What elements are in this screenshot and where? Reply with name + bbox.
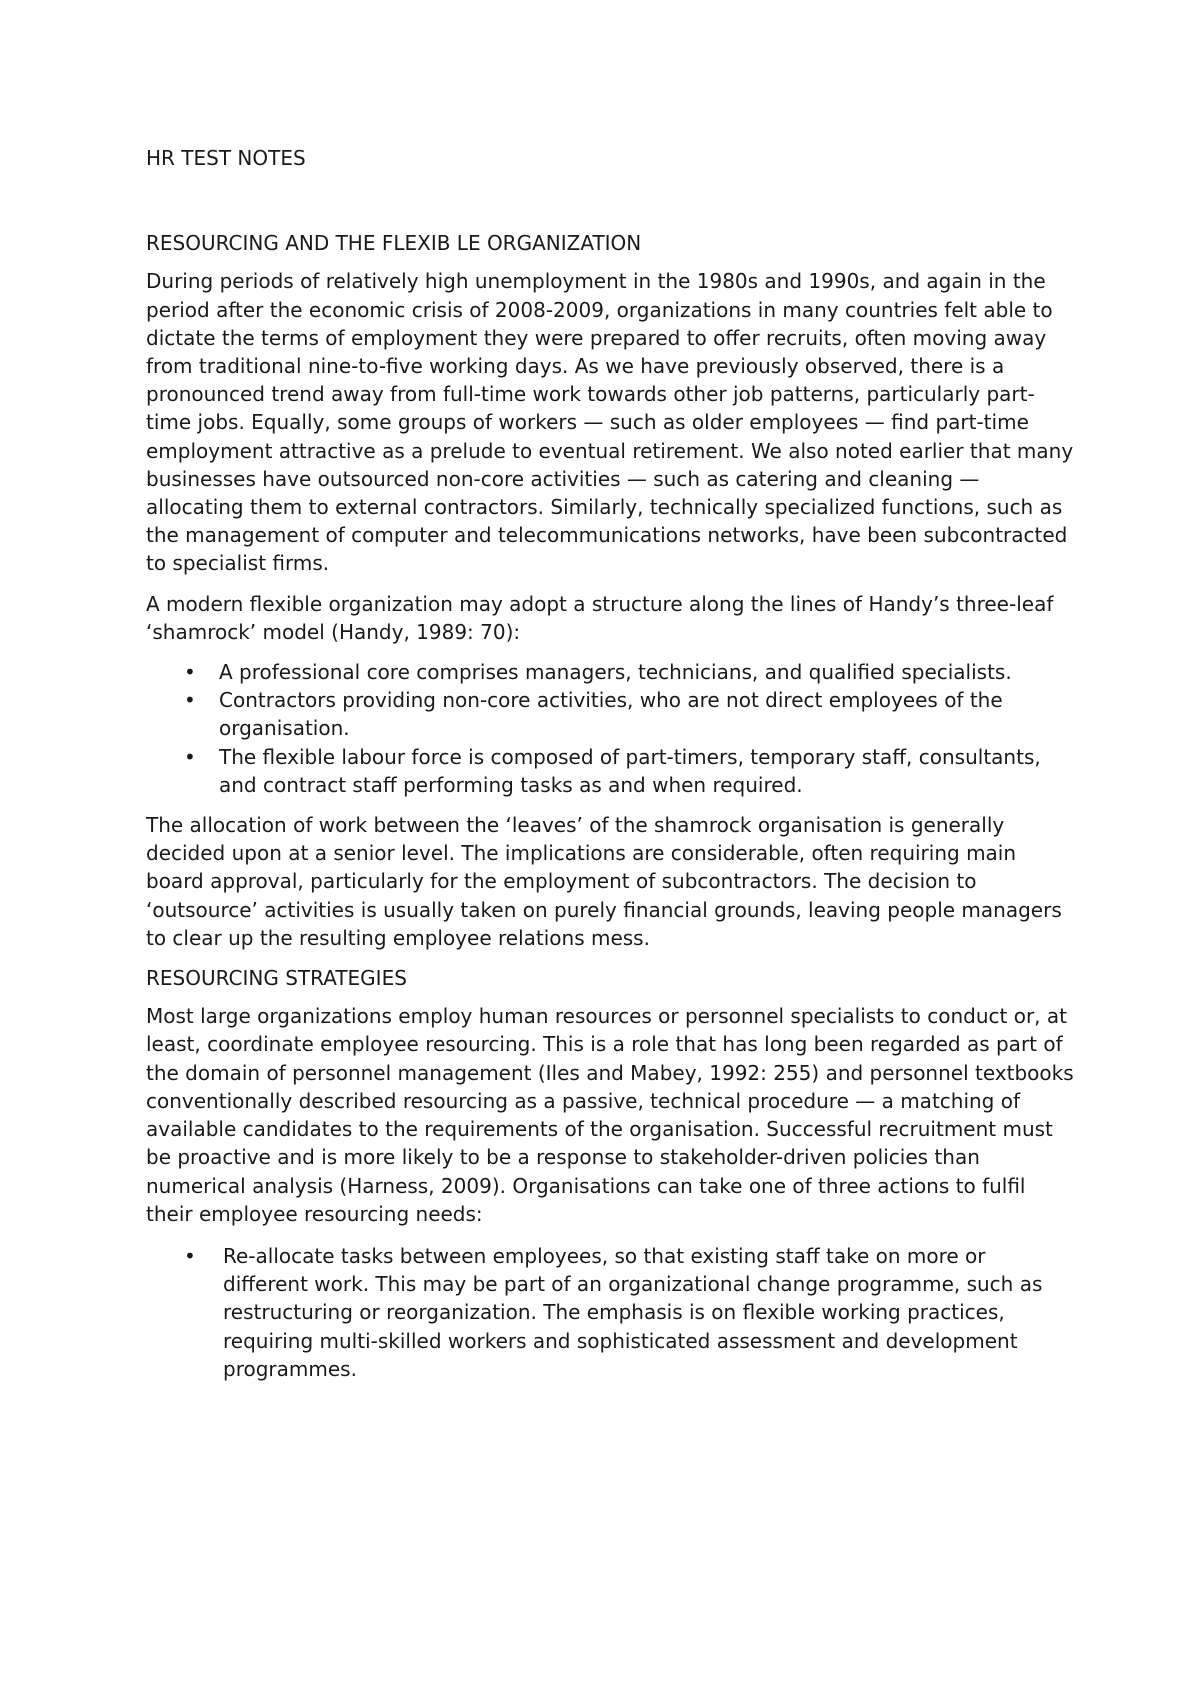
paragraph: The allocation of work between the ‘leaves’ of the shamrock organisation is generally decided upon at a senior level. The implications are considerable, often requiring main board approval, particularly for the employment of subcontractors. The decision to ‘outsource’ activities is usually taken on purely financial grounds, leaving people managers to clear up the resulting employee relations mess. — [146, 813, 1062, 950]
bullet-list-shamrock — [146, 658, 1076, 799]
bullet-list-resourcing-actions — [146, 1242, 1076, 1383]
section-heading-resourcing-strategies: RESOURCING STRATEGIES — [146, 966, 407, 991]
list-item: • Contractors providing non-core activities, who are not direct employees of the organisation. — [146, 686, 1076, 742]
document-title: HR TEST NOTES — [146, 146, 306, 170]
paragraph: A modern flexible organization may adopt a structure along the lines of Handy’s three-leaf ‘shamrock’ model (Handy, 1989: 70): — [146, 591, 1054, 644]
document-page — [146, 144, 1076, 1395]
section-heading-flexible-organization: RESOURCING AND THE FLEXIB LE ORGANIZATION — [146, 231, 642, 256]
paragraph: During periods of relatively high unemployment in the 1980s and 1990s, and again in the period after the economic crisis of 2008-2009, organizations in many countries felt able to dictate the terms of employment they were prepared to offer recruits, often moving away from traditional nine-to-five working days. As we have previously observed, there is a pronounced trend away from full-time work towards other job patterns, particularly part-time jobs. Equally, some groups of workers — such as older employees — find part-time employment attractive as a prelude to eventual retirement. We also noted earlier that many businesses have outsourced non-core activities — such as catering and cleaning — allocating them to external contractors. Similarly, technically specialized functions, such as the management of computer and telecommunications networks, have been subcontracted to specialist firms. — [146, 269, 1074, 576]
list-item: • The flexible labour force is composed of part-timers, temporary staff, consultants, and contract staff performing tasks as and when required. — [146, 743, 1076, 799]
list-item: • A professional core comprises managers, technicians, and qualified specialists. — [146, 658, 1076, 686]
list-item: • Re-allocate tasks between employees, so that existing staff take on more or different work. This may be part of an organizational change programme, such as restructuring or reorganization. The emphasis is on flexible working practices, requiring multi-skilled workers and sophisticated assessment and development programmes. — [146, 1242, 1076, 1383]
paragraph: Most large organizations employ human resources or personnel specialists to conduct or, at least, coordinate employee resourcing. This is a role that has long been regarded as part of the domain of personnel management (Iles and Mabey, 1992: 255) and personnel textbooks conventionally described resourcing as a passive, technical procedure — a matching of available candidates to the requirements of the organisation. Successful recruitment must be proactive and is more likely to be a response to stakeholder-driven policies than numerical analysis (Harness, 2009). Organisations can take one of three actions to fulfil their employee resourcing needs: — [146, 1004, 1074, 1226]
